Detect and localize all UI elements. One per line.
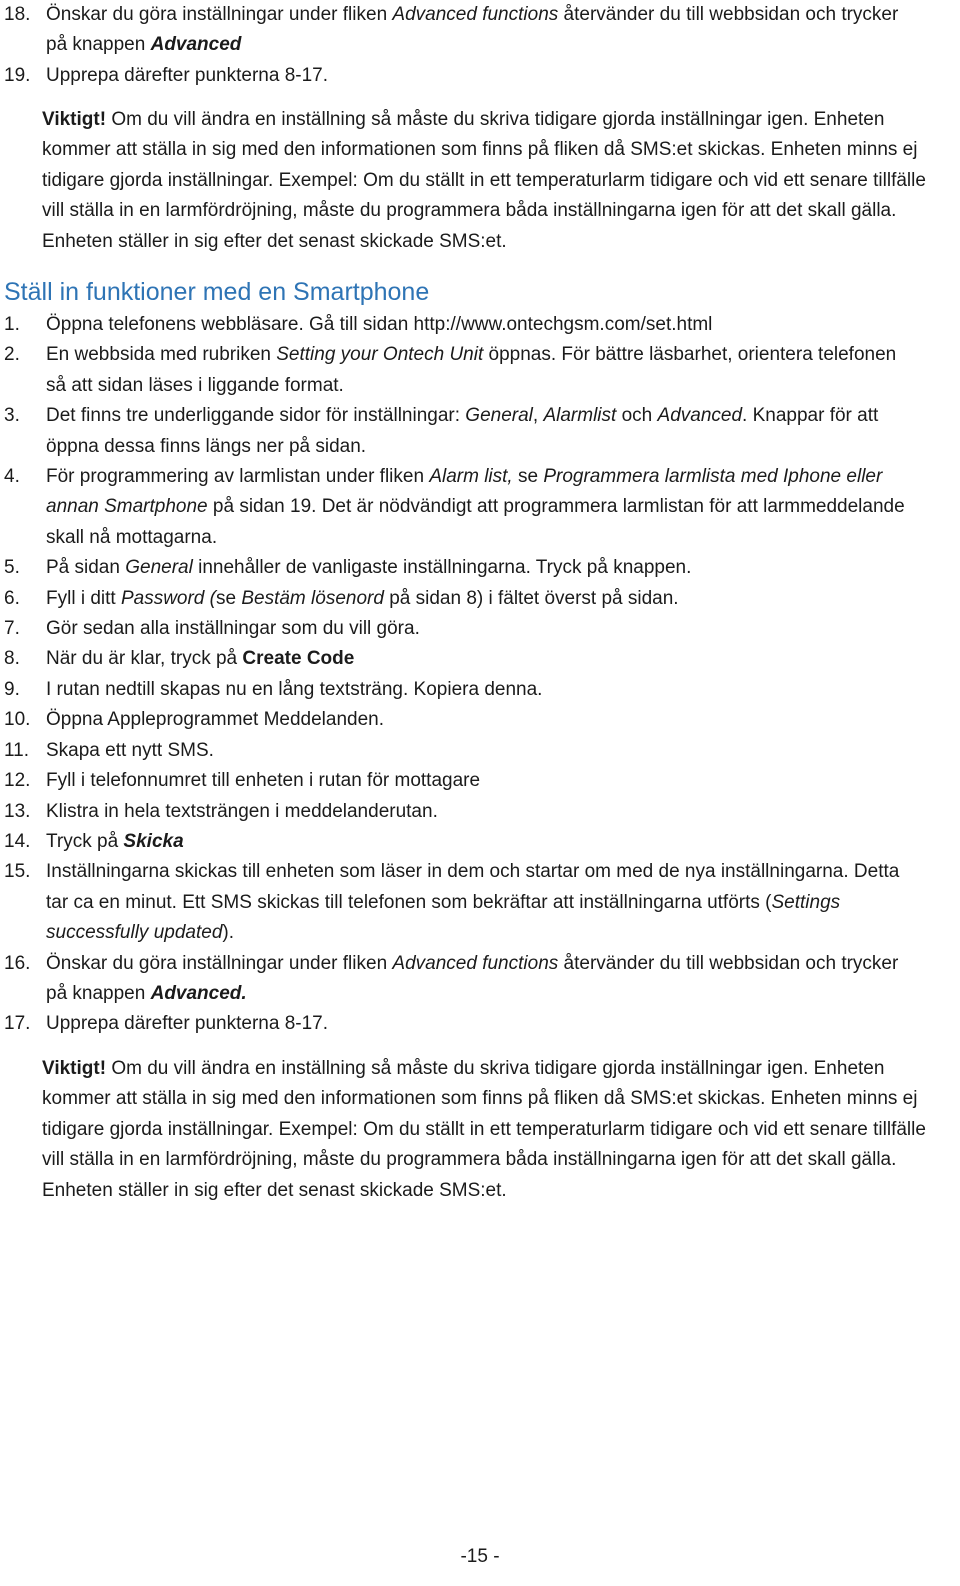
- list-item-text: [46, 1009, 916, 1039]
- list-item-number: 12.: [4, 770, 31, 792]
- page-number: -15 -: [460, 1546, 500, 1567]
- list-item-number: 13.: [4, 800, 31, 822]
- important-note-2: [42, 1054, 952, 1206]
- section-heading: Ställ in funktioner med en Smartphone: [4, 278, 430, 306]
- list-item-text: [46, 644, 916, 674]
- list-item-number: 11.: [4, 739, 30, 761]
- text-run: En webbsida med rubriken: [46, 344, 277, 366]
- text-run: Öppna telefonens webbläsare. Gå till sidan http://www.ontechgsm.com/set.html: [46, 314, 713, 335]
- list-item: [0, 61, 916, 91]
- list-item: [0, 736, 916, 766]
- list-item-text: [46, 340, 916, 401]
- list-item: [0, 340, 916, 401]
- text-run: Advanced: [150, 34, 242, 56]
- text-run: Upprepa därefter punkterna 8-17.: [46, 64, 329, 86]
- text-run: se: [512, 466, 544, 488]
- list-item-text: [46, 61, 916, 91]
- list-item-text: [46, 949, 916, 1010]
- list-item-text: [46, 766, 916, 796]
- text-run: Upprepa därefter punkterna 8-17.: [46, 1013, 329, 1035]
- list-item-text: [46, 857, 916, 948]
- list-item-number: 3.: [4, 405, 20, 427]
- list-item-text: [46, 614, 916, 644]
- text-run: Password (: [120, 587, 216, 609]
- text-run: Programmera larmlista med Iphone eller annan Smartphone: [46, 466, 883, 518]
- list-item-number: 9.: [4, 678, 20, 700]
- list-item: [0, 766, 916, 796]
- text-run: Skicka: [123, 830, 184, 852]
- important-label: Viktigt!: [42, 109, 107, 130]
- list-item: [0, 949, 916, 1010]
- text-run: Tryck på: [46, 830, 124, 852]
- text-run: Advanced: [657, 405, 743, 427]
- list-item: [0, 675, 916, 705]
- text-run: Advanced.: [150, 982, 247, 1004]
- list-item: [0, 553, 916, 583]
- text-run: Skapa ett nytt SMS.: [46, 739, 214, 761]
- text-run: Fyll i ditt: [46, 587, 121, 609]
- text-run: Bestäm lösenord: [241, 587, 384, 609]
- important-label: Viktigt!: [42, 1058, 107, 1079]
- steps-list: [0, 310, 916, 1040]
- list-item-text: [46, 462, 916, 553]
- text-run: på sidan 8) i fältet överst på sidan.: [383, 587, 679, 609]
- text-run: Advanced functions: [392, 4, 559, 25]
- list-item: [0, 827, 916, 857]
- text-run: Alarm list,: [429, 466, 513, 488]
- list-item-number: 14.: [4, 830, 31, 852]
- list-item-text: [46, 827, 916, 857]
- list-item-text: [46, 797, 916, 827]
- list-item-number: 2.: [4, 344, 20, 366]
- list-item-number: 7.: [4, 618, 20, 640]
- list-item-number: 10.: [4, 709, 31, 731]
- text-run: Öppna Appleprogrammet Meddelanden.: [46, 709, 385, 731]
- text-run: innehåller de vanligaste inställningarna. Tryck på knappen.: [192, 557, 692, 579]
- list-item-text: [46, 553, 916, 583]
- list-item: [0, 0, 916, 61]
- list-item: [0, 310, 916, 340]
- list-item-text: [46, 401, 916, 462]
- list-item-number: 18.: [4, 4, 31, 25]
- list-item-text: [46, 705, 916, 735]
- list-item: [0, 857, 916, 948]
- list-item-number: 17.: [4, 1013, 31, 1035]
- text-run: se: [215, 587, 242, 609]
- list-item-number: 16.: [4, 952, 31, 974]
- text-run: Advanced functions: [392, 952, 559, 974]
- text-run: återvänder du till webbsidan och trycker på knappen: [46, 4, 899, 56]
- list-item: [0, 584, 916, 614]
- text-run: Setting your Ontech Unit: [276, 344, 484, 366]
- text-run: på sidan 19. Det är nödvändigt att programmera larmlistan för att larmmeddelande skall nå mottagarna.: [46, 496, 905, 548]
- text-run: Önskar du göra inställningar under fliken: [46, 4, 393, 25]
- list-item: [0, 644, 916, 674]
- list-item: [0, 797, 916, 827]
- list-item-text: [46, 675, 916, 705]
- important-text: Om du vill ändra en inställning så måste du skriva tidigare gjorda inställningar igen. Enheten kommer att ställa in sig med den informationen som finns på fliken då SMS:et skickas. Enheten minns ej tidigare gjorda inställningar. Exempel: Om du ställt in ett temperaturlarm tidigare och vid ett senare tillfälle vill ställa in en larmfördröjning, måste du programmera båda inställningarna igen för att det skall gälla. Enheten ställer in sig efter det senast skickade SMS:et.: [42, 109, 926, 252]
- text-run: Önskar du göra inställningar under fliken: [46, 952, 393, 974]
- text-run: För programmering av larmlistan under fliken: [46, 466, 430, 488]
- text-run: Alarmlist: [543, 405, 617, 427]
- important-text: Om du vill ändra en inställning så måste du skriva tidigare gjorda inställningar igen. Enheten kommer att ställa in sig med den informationen som finns på fliken då SMS:et skickas. Enheten minns ej tidigare gjorda inställningar. Exempel: Om du ställt in ett temperaturlarm tidigare och vid ett senare tillfälle vill ställa in en larmfördröjning, måste du programmera båda inställningarna igen för att det skall gälla. Enheten ställer in sig efter det senast skickade SMS:et.: [42, 1058, 926, 1201]
- list-item-text: [46, 736, 916, 766]
- list-item-text: [46, 584, 916, 614]
- text-run: . Knappar för att öppna dessa finns längs ner på sidan.: [46, 405, 879, 457]
- important-note-1: [42, 105, 952, 257]
- text-run: öppnas. För bättre läsbarhet, orientera telefonen så att sidan läses i liggande format.: [46, 344, 897, 396]
- list-item-number: 1.: [4, 314, 20, 335]
- text-run: Klistra in hela textsträngen i meddelanderutan.: [46, 800, 438, 822]
- text-run: I rutan nedtill skapas nu en lång textsträng. Kopiera denna.: [46, 678, 543, 700]
- text-run: På sidan: [46, 557, 126, 579]
- text-run: ,: [532, 405, 544, 427]
- top-list: [0, 0, 916, 91]
- list-item: [0, 462, 916, 553]
- list-item-number: 5.: [4, 557, 20, 579]
- list-item-text: [46, 0, 916, 61]
- list-item: [0, 705, 916, 735]
- text-run: ).: [222, 922, 234, 944]
- text-run: Settings successfully updated: [46, 891, 841, 944]
- text-run: Gör sedan alla inställningar som du vill göra.: [46, 618, 420, 640]
- list-item-number: 19.: [4, 64, 31, 86]
- list-item-number: 6.: [4, 587, 20, 609]
- text-run: Fyll i telefonnumret till enheten i rutan för mottagare: [46, 770, 481, 792]
- list-item: [0, 401, 916, 462]
- text-run: återvänder du till webbsidan och trycker på knappen: [46, 952, 899, 1004]
- list-item-number: 4.: [4, 466, 20, 488]
- list-item: [0, 1009, 916, 1039]
- list-item-number: 8.: [4, 648, 20, 670]
- list-item-text: [46, 310, 916, 340]
- text-run: General: [125, 557, 193, 579]
- text-run: Det finns tre underliggande sidor för inställningar:: [46, 405, 466, 427]
- text-run: När du är klar, tryck på: [46, 648, 243, 670]
- text-run: Inställningarna skickas till enheten som läser in dem och startar om med de nya inställningarna. Detta tar ca en minut. Ett SMS skickas till telefonen som bekräftar att inställningarna utförts (: [46, 861, 900, 913]
- text-run: Create Code: [242, 648, 355, 670]
- text-run: General: [465, 405, 533, 427]
- list-item: [0, 614, 916, 644]
- text-run: och: [616, 405, 658, 427]
- list-item-number: 15.: [4, 861, 31, 883]
